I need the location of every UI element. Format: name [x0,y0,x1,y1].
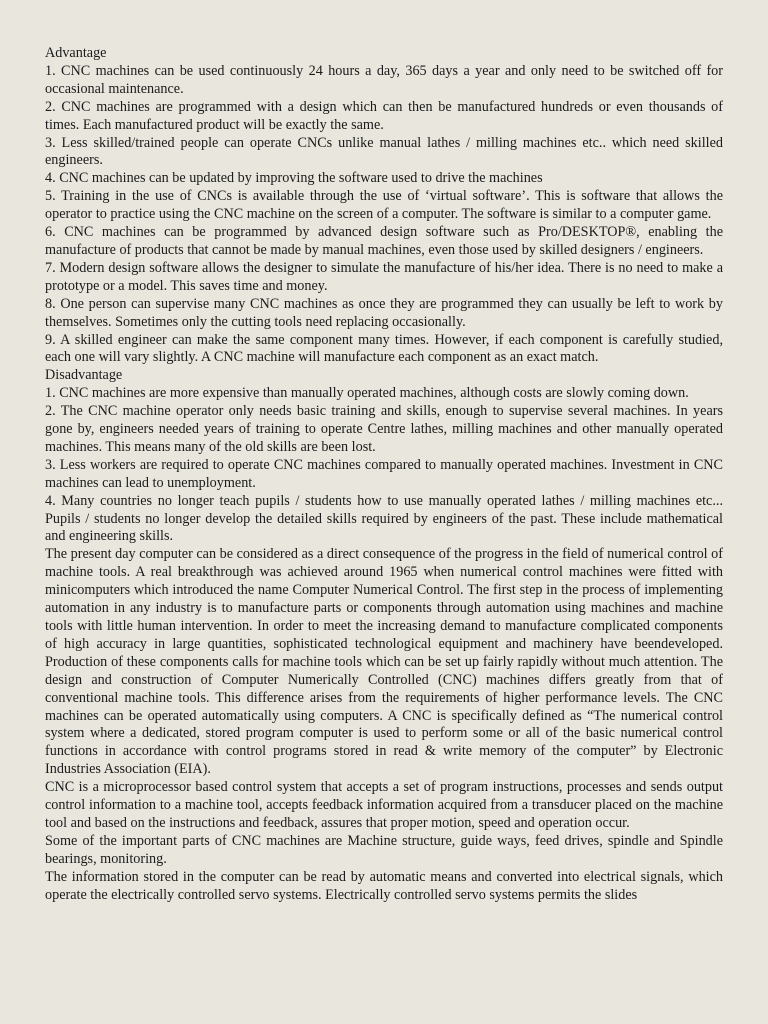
advantage-item-9: 9. A skilled engineer can make the same component many times. However, if each component is carefully studied, each one will vary slightly. A CNC machine will manufacture each component as an exact match. [45,331,723,366]
body-paragraph-cnc-parts: Some of the important parts of CNC machines are Machine structure, guide ways, feed drives, spindle and Spindle bearings, monitoring. [45,832,723,867]
advantage-heading: Advantage [45,45,107,61]
advantage-item-6: 6. CNC machines can be programmed by advanced design software such as Pro/DESKTOP®, enabling the manufacture of products that cannot be made by manual machines, even those used by skilled designers / engineers. [45,224,723,258]
advantage-item-8: 8. One person can supervise many CNC machines as once they are programmed they can usually be left to work by themselves. Sometimes only the cutting tools need replacing occasionally. [45,295,723,330]
disadvantage-item-2: 2. The CNC machine operator only needs basic training and skills, enough to supervise several machines. In years gone by, engineers needed years of training to operate Centre lathes, milling machines and other manually operated machines. This means many of the old skills are been lost. [45,403,723,455]
disadvantage-item-4: 4. Many countries no longer teach pupils / students how to use manually operated lathes / milling machines etc... Pupils / students no longer develop the detailed skills required by engineers of the past. These include mathematical and engineering skills. [45,492,723,545]
body-paragraph-history: The present day computer can be considered as a direct consequence of the progress in the field of numerical control of machine tools. A real breakthrough was achieved around 1965 when numerical control machines were fitted with minicomputers which introduced the name Computer Numerical Control. The first step in the process of implementing automation in any industry is to manufacture parts or components through automation using machines and machine tools with little human intervention. In order to meet the increasing demand to manufacture complicated components of high accuracy in large quantities, sophisticated technological equipment and machinery have beendeveloped. Production of these components calls for machine tools which can be set up fairly rapidly without much attention. The design and construction of Computer Numerically Controlled (CNC) machines differs greatly from that of conventional machine tools. This difference arises from the requirements of higher performance levels. The CNC machines can be operated automatically using computers. A CNC is specifically defined as “The numerical control system where a dedicated, stored program computer is used to perform some or all of the basic numerical control functions in accordance with control programs stored in read & write memory of the computer” by Electronic Industries Association (EIA). [45,546,723,778]
advantage-item-5: 5. Training in the use of CNCs is available through the use of ‘virtual software’. This is software that allows the operator to practice using the CNC machine on the screen of a computer. The software is similar to a computer game. [45,188,723,223]
advantage-item-7: 7. Modern design software allows the designer to simulate the manufacture of his/her idea. There is no need to make a prototype or a model. This saves time and money. [45,259,723,294]
disadvantage-item-3: 3. Less workers are required to operate CNC machines compared to manually operated machines. Investment in CNC machines can lead to unemployment. [45,456,723,491]
advantage-item-4: 4. CNC machines can be updated by improving the software used to drive the machines [45,170,543,187]
body-paragraph-servo-systems: The information stored in the computer can be read by automatic means and converted into electrical signals, which operate the electrically controlled servo systems. Electrically controlled servo systems permits the slides [45,868,723,903]
advantage-item-2: 2. CNC machines are programmed with a design which can then be manufactured hundreds or even thousands of times. Each manufactured product will be exactly the same. [45,98,723,133]
advantage-item-3: 3. Less skilled/trained people can operate CNCs unlike manual lathes / milling machines etc.. which need skilled engineers. [45,134,723,169]
disadvantage-heading: Disadvantage [45,367,123,384]
disadvantage-item-1: 1. CNC machines are more expensive than manually operated machines, although costs are slowly coming down. [45,385,689,402]
body-paragraph-cnc-definition: CNC is a microprocessor based control system that accepts a set of program instructions, processes and sends output control information to a machine tool, accepts feedback information acquired from a transducer placed on the machine tool and based on the instructions and feedback, assures that proper motion, speed and operation occur. [45,779,723,831]
advantage-item-1: 1. CNC machines can be used continuously 24 hours a day, 365 days a year and only need to be switched off for occasional maintenance. [45,62,723,97]
